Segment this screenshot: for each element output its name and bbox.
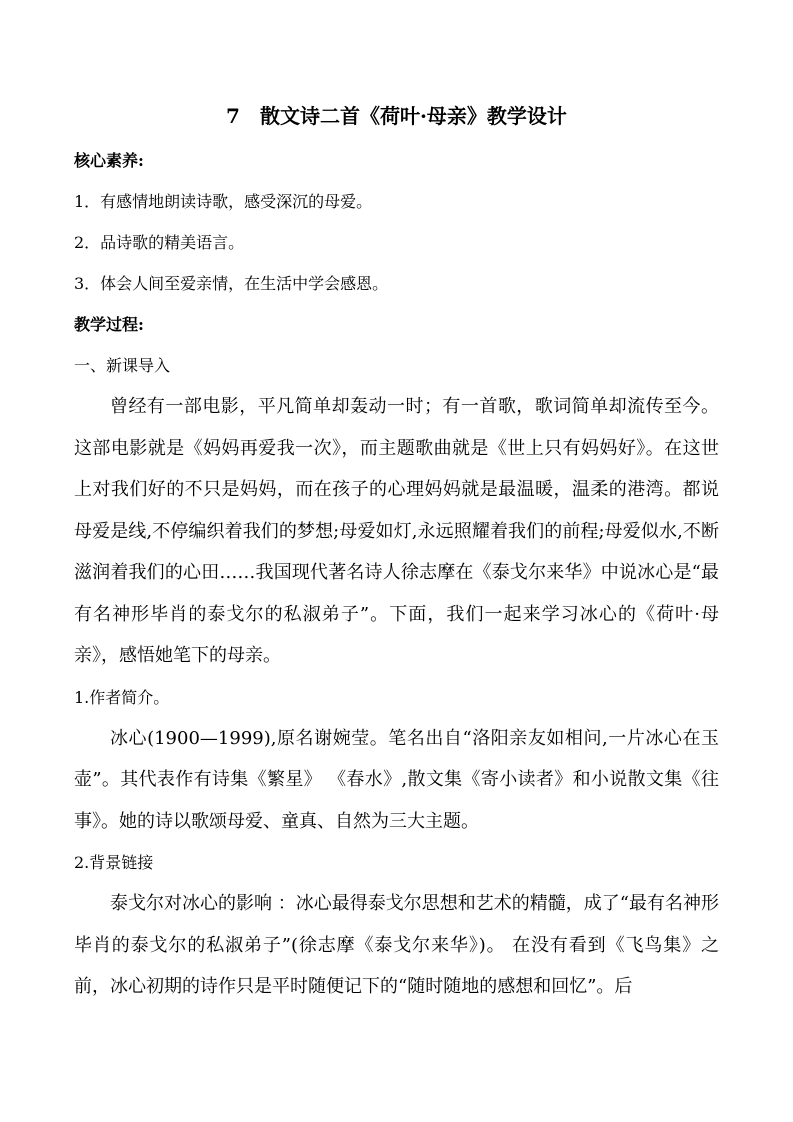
core-item-3: 3．体会人间至爱亲情，在生活中学会感恩。 (74, 274, 389, 293)
document-title: 7 散文诗二首《荷叶·母亲》教学设计 (226, 104, 567, 128)
author-intro-heading: 1.作者简介。 (74, 687, 170, 707)
teaching-process-heading: 教学过程: (74, 315, 144, 334)
core-literacy-heading: 核心素养: (74, 151, 144, 170)
background-heading: 2.背景链接 (74, 853, 154, 872)
core-item-2: 2．品诗歌的精美语言。 (74, 233, 245, 252)
core-item-1: 1．有感情地朗读诗歌，感受深沉的母爱。 (74, 192, 373, 211)
background-paragraph: 泰戈尔对冰心的影响 ：冰心最得泰戈尔思想和艺术的精髓，成了“最有名神形毕肖的泰戈尔的私淑弟子”(徐志摩《泰戈尔来华》)。 在没有看到《飞鸟集》之前，冰心初期的诗作只是平时随便记下的“随时随地的感想和回忆”。后 (74, 893, 719, 997)
author-intro-paragraph: 冰心(1900—1999),原名谢婉莹。笔名出自“洛阳亲友如相问,一片冰心在玉壶”。其代表作有诗集《繁星》 《春水》,散文集《寄小读者》和小说散文集《往事》。她的诗以歌颂母爱、童真、自然为三大主题。 (74, 727, 719, 832)
section-intro-heading: 一、新课导入 (74, 356, 171, 375)
section-intro-paragraph: 曾经有一部电影，平凡简单却轰动一时；有一首歌，歌词简单却流传至今。这部电影就是《妈妈再爱我一次》，而主题歌曲就是《世上只有妈妈好》。在这世上对我们好的不只是妈妈，而在孩子的心理妈妈就是最温暖，温柔的港湾。都说母爱是线,不停编织着我们的梦想;母爱如灯,永远照耀着我们的前程;母爱似水,不断滋润着我们的心田……我国现代著名诗人徐志摩在《泰戈尔来华》中说冰心是“最有名神形毕肖的泰戈尔的私淑弟子”。下面，我们一起来学习冰心的《荷叶·母亲》，感悟她笔下的母亲。 (74, 396, 719, 666)
